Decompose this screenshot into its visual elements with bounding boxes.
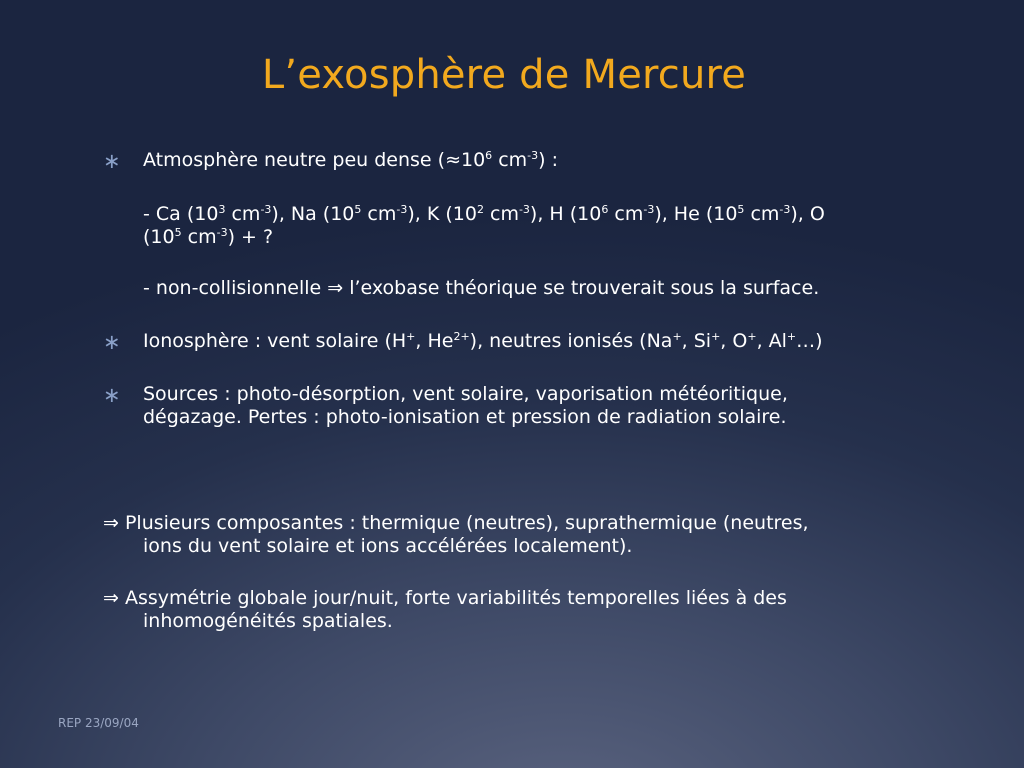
footer-date: REP 23/09/04 [58,716,139,730]
implies-icon: ⇒ [103,587,119,609]
implies-icon: ⇒ [327,277,344,299]
bullet-icon: ∗ [103,330,121,354]
conclusion-asymmetry-line-1: ⇒ Assymétrie globale jour/nuit, forte variabilités temporelles liées à des [103,587,787,609]
bullet-icon: ∗ [103,149,121,173]
bullet-ionosphere: Ionosphère : vent solaire (H+, $He^{2+}$), neutres ionisés (Na+, Si+, O+, Al+…) [143,330,823,352]
conclusion-components-line-2: ions du vent solaire et ions accélérées localement). [143,535,633,557]
conclusion-components-line-1: ⇒ Plusieurs composantes : thermique (neutres), suprathermique (neutres, [103,512,809,534]
bullet-icon: ∗ [103,383,121,407]
composition-line-1: - Ca ($10^3$ $cm^{-3}$), Na ($10^5$ $cm^{-3}$), K ($10^2$ $cm^{-3}$), H ($10^6$ $cm^{-3}$), He ($10^5$ $cm^{-3}$), O [143,203,825,225]
bullet-atmosphere: Atmosphère neutre peu dense ($\approx 10^6$ $cm^{-3}$) : [143,149,558,171]
conclusion-asymmetry-line-2: inhomogénéités spatiales. [143,610,393,632]
composition-line-2: ($10^5$ $cm^{-3}$) + ? [143,226,274,248]
bullet-sources-line-2: dégazage. Pertes : photo-ionisation et pression de radiation solaire. [143,406,787,428]
non-collisional-line: - non-collisionnelle ⇒ l’exobase théorique se trouverait sous la surface. [143,277,820,299]
bullet-sources-line-1: Sources : photo-désorption, vent solaire, vaporisation météoritique, [143,383,788,405]
slide-title: L’exosphère de Mercure [261,52,747,98]
implies-icon: ⇒ [103,512,119,534]
